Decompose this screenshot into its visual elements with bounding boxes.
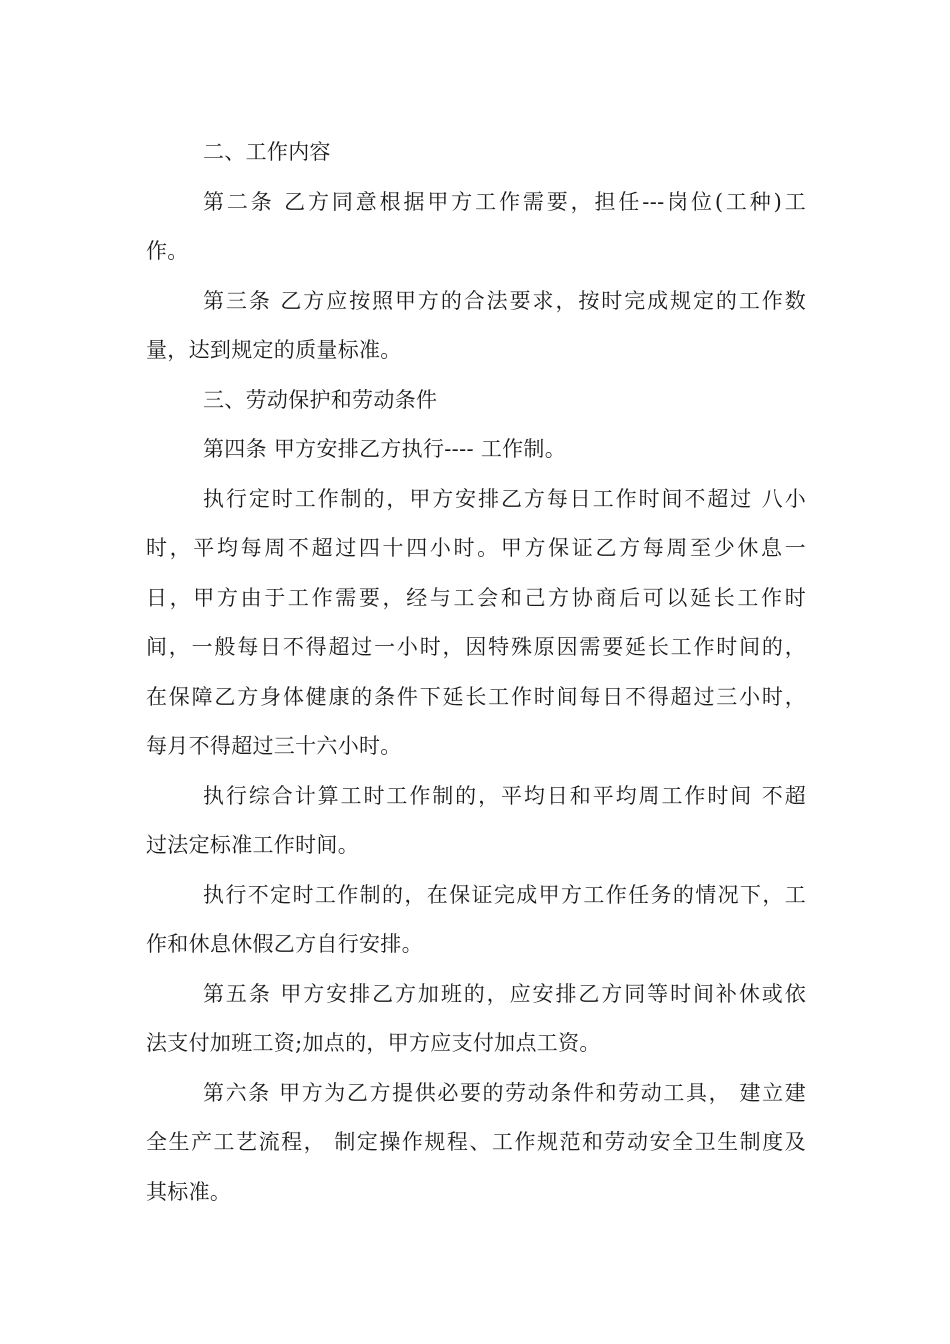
fixed-hours-line-4: 间，一般每日不得超过一小时，因特殊原因需要延长工作时间的， xyxy=(146,635,806,659)
flexible-hours-line-2: 作和休息休假乙方自行安排。 xyxy=(146,932,423,956)
fixed-hours-line-1: 执行定时工作制的，甲方安排乙方每日工作时间不超过 八小 xyxy=(203,486,806,511)
flexible-hours-line-1: 执行不定时工作制的，在保证完成甲方工作任务的情况下，工 xyxy=(203,882,806,907)
article-6-line-2: 全生产工艺流程， 制定操作规程、工作规范和劳动安全卫生制度及 xyxy=(146,1130,806,1154)
fixed-hours-line-2: 时，平均每周不超过四十四小时。甲方保证乙方每周至少休息一 xyxy=(146,536,806,560)
article-2-line-1: 第二条 乙方同意根据甲方工作需要，担任---岗位(工种)工 xyxy=(203,189,806,214)
section-heading-labor-protection: 三、劳动保护和劳动条件 xyxy=(203,387,438,412)
article-5-line-1: 第五条 甲方安排乙方加班的，应安排乙方同等时间补休或依 xyxy=(203,981,806,1006)
article-3-line-1: 第三条 乙方应按照甲方的合法要求，按时完成规定的工作数 xyxy=(203,288,806,313)
section-heading-work-content: 二、工作内容 xyxy=(203,140,331,164)
article-2-line-2: 作。 xyxy=(146,239,189,263)
article-6-line-1: 第六条 甲方为乙方提供必要的劳动条件和劳动工具， 建立建 xyxy=(203,1080,806,1105)
article-6-line-3: 其标准。 xyxy=(146,1179,232,1204)
fixed-hours-line-6: 每月不得超过三十六小时。 xyxy=(146,734,402,758)
comprehensive-hours-line-1: 执行综合计算工时工作制的，平均日和平均周工作时间 不超 xyxy=(203,783,806,808)
document-page xyxy=(146,128,806,1217)
article-5-line-2: 法支付加班工资;加点的，甲方应支付加点工资。 xyxy=(146,1031,601,1055)
fixed-hours-line-5: 在保障乙方身体健康的条件下延长工作时间每日不得超过三小时， xyxy=(146,684,806,709)
article-4-line-1: 第四条 甲方安排乙方执行---- 工作制。 xyxy=(203,437,567,461)
comprehensive-hours-line-2: 过法定标准工作时间。 xyxy=(146,833,359,857)
fixed-hours-line-3: 日，甲方由于工作需要，经与工会和己方协商后可以延长工作时 xyxy=(146,585,806,610)
article-3-line-2: 量，达到规定的质量标准。 xyxy=(146,338,402,362)
